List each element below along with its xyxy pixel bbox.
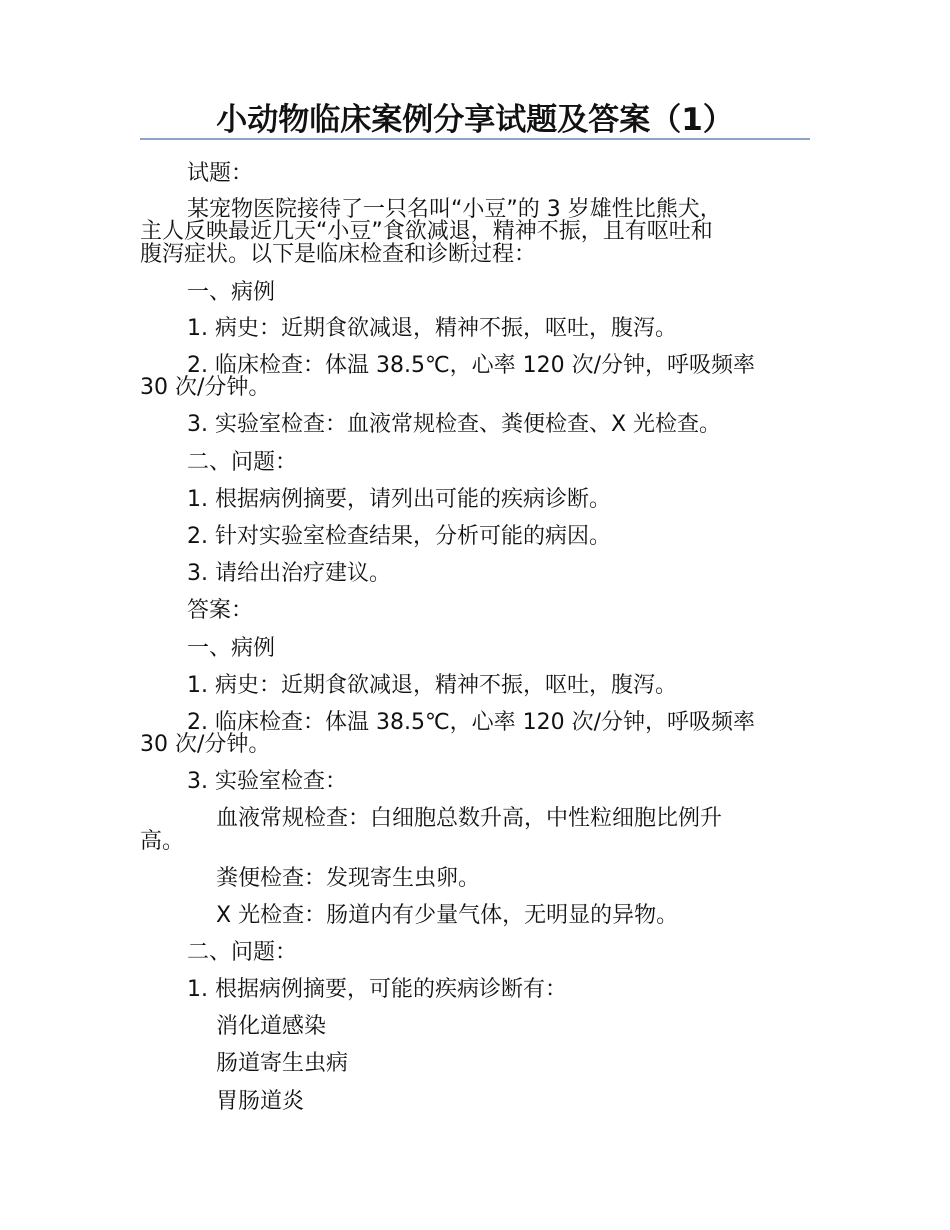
text-line: 腹泻症状。以下是临床检查和诊断过程： xyxy=(140,242,537,267)
text-line: 某宠物医院接待了一只名叫“小豆”的 3 岁雄性比熊犬， xyxy=(187,197,722,222)
text-line: 血液常规检查：白细胞总数升高，中性粒细胞比例升 xyxy=(216,806,723,831)
text-line: 二、问题： xyxy=(187,940,298,965)
text-line: X 光检查：肠道内有少量气体，无明显的异物。 xyxy=(216,903,679,928)
text-line: 1. 根据病例摘要，请列出可能的疾病诊断。 xyxy=(187,487,611,512)
text-line: 30 次/分钟。 xyxy=(140,732,271,757)
text-line: 2. 针对实验室检查结果，分析可能的病因。 xyxy=(187,524,611,549)
text-line: 答案： xyxy=(187,598,254,623)
text-line: 2. 临床检查：体温 38.5℃，心率 120 次/分钟，呼吸频率 xyxy=(187,353,756,378)
text-line: 30 次/分钟。 xyxy=(140,375,271,400)
text-line: 一、病例 xyxy=(187,636,276,661)
document-title: 小动物临床案例分享试题及答案（1） xyxy=(216,102,734,138)
text-line: 消化道感染 xyxy=(216,1014,327,1039)
text-line: 1. 病史：近期食欲减退，精神不振，呕吐，腹泻。 xyxy=(187,316,677,341)
text-line: 3. 实验室检查：血液常规检查、粪便检查、X 光检查。 xyxy=(187,412,722,437)
text-line: 主人反映最近几天“小豆”食欲减退，精神不振，且有呕吐和 xyxy=(140,219,713,244)
text-line: 2. 临床检查：体温 38.5℃，心率 120 次/分钟，呼吸频率 xyxy=(187,710,756,735)
text-line: 肠道寄生虫病 xyxy=(216,1051,349,1076)
text-line: 1. 根据病例摘要，可能的疾病诊断有： xyxy=(187,977,567,1002)
text-line: 粪便检查：发现寄生虫卵。 xyxy=(216,866,481,891)
text-line: 3. 实验室检查： xyxy=(187,769,347,794)
text-line: 胃肠道炎 xyxy=(216,1089,305,1114)
text-line: 一、病例 xyxy=(187,280,276,305)
title-underline xyxy=(140,138,810,140)
text-line: 试题： xyxy=(187,161,254,186)
text-line: 高。 xyxy=(140,829,185,854)
text-line: 二、问题： xyxy=(187,450,298,475)
text-line: 1. 病史：近期食欲减退，精神不振，呕吐，腹泻。 xyxy=(187,673,677,698)
text-line: 3. 请给出治疗建议。 xyxy=(187,561,391,586)
